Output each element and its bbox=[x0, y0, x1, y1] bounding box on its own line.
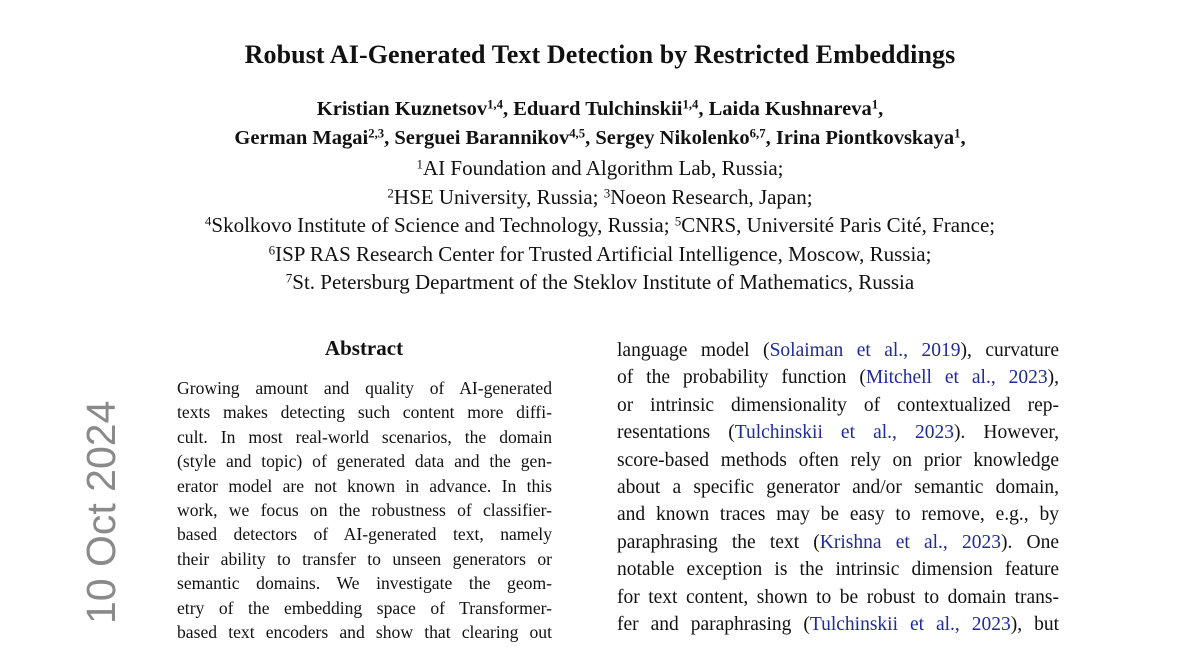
body-text: ). One bbox=[1000, 531, 1060, 553]
affiliation-number: 5 bbox=[674, 213, 682, 229]
affiliation-text: Skolkovo Institute of Science and Technology, Russia; bbox=[211, 213, 675, 237]
author-separator: , bbox=[585, 127, 596, 149]
author-name: Sergey Nikolenko bbox=[595, 127, 750, 149]
body-text: or intrinsic dimensionality of contextualized rep- bbox=[617, 394, 1059, 416]
affiliation-line bbox=[0, 268, 1200, 297]
author-line-1 bbox=[0, 95, 1200, 124]
citation-link[interactable]: Tulchinskii et al., 2023 bbox=[809, 613, 1011, 635]
author-list bbox=[0, 95, 1200, 153]
author-affil-mark: 1 bbox=[954, 126, 961, 141]
body-line bbox=[617, 529, 1059, 556]
author-affil-mark: 1 bbox=[871, 97, 879, 112]
abstract-heading: Abstract bbox=[324, 336, 404, 360]
affiliation-text: Noeon Research, Japan; bbox=[610, 184, 813, 209]
citation-link[interactable]: Krishna et al., 2023 bbox=[819, 531, 1001, 553]
author-separator: , bbox=[698, 98, 709, 120]
affiliation-number: 1 bbox=[416, 156, 424, 172]
body-line bbox=[617, 611, 1059, 638]
body-line bbox=[617, 337, 1059, 364]
author-affil-mark: 4,5 bbox=[569, 126, 586, 141]
body-text: ), but bbox=[1010, 613, 1059, 635]
author-affil-mark: 6,7 bbox=[749, 126, 766, 141]
abstract-line: (style and topic) of generated data and the gen- bbox=[177, 451, 552, 472]
abstract-body bbox=[177, 376, 552, 644]
citation-link[interactable]: Tulchinskii et al., 2023 bbox=[734, 422, 954, 444]
abstract-line: etry of the embedding space of Transformer- bbox=[177, 597, 552, 618]
affiliation-line bbox=[0, 154, 1200, 183]
body-line bbox=[617, 364, 1059, 391]
abstract-line: work, we focus on the robustness of classifier- bbox=[177, 499, 552, 520]
affiliation-text: CNRS, Université Paris Cité, France; bbox=[681, 213, 996, 237]
abstract-line: based text encoders and show that clearing out bbox=[177, 621, 552, 642]
affiliation-number: 7 bbox=[285, 270, 293, 286]
abstract-line: texts makes detecting such content more diffi- bbox=[177, 402, 552, 423]
author-separator: , bbox=[384, 127, 395, 149]
body-line bbox=[617, 501, 1059, 528]
body-text: ). However, bbox=[953, 422, 1059, 444]
author-affil-mark: 1,4 bbox=[487, 97, 503, 112]
affiliation-text: ISP RAS Research Center for Trusted Artificial Intelligence, Moscow, Russia; bbox=[275, 241, 932, 266]
affiliation-text: St. Petersburg Department of the Steklov Institute of Mathematics, Russia bbox=[292, 270, 915, 294]
affiliation-number: 4 bbox=[204, 213, 212, 229]
affiliation-line bbox=[0, 183, 1200, 212]
author-affil-mark: 2,3 bbox=[368, 126, 385, 141]
abstract-line: cult. In most real-world scenarios, the domain bbox=[177, 426, 552, 447]
affiliation-text: HSE University, Russia; bbox=[393, 184, 604, 209]
affiliation-number: 6 bbox=[268, 242, 276, 257]
abstract-line: erator model are not known in advance. In this bbox=[177, 475, 552, 496]
author-name: Eduard Tulchinskii bbox=[513, 98, 683, 120]
affiliation-line bbox=[0, 240, 1200, 269]
intro-column bbox=[617, 337, 1059, 638]
author-name: German Magai bbox=[234, 127, 369, 149]
body-text: resentations ( bbox=[617, 422, 735, 444]
body-text: fer and paraphrasing ( bbox=[617, 613, 810, 635]
author-line-2 bbox=[0, 124, 1200, 153]
body-line bbox=[617, 474, 1059, 501]
body-text: language model ( bbox=[617, 340, 770, 361]
author-name: Laida Kushnareva bbox=[708, 98, 872, 120]
author-affil-mark: 1,4 bbox=[682, 97, 699, 112]
body-line bbox=[617, 447, 1059, 474]
arxiv-date-stamp bbox=[26, 400, 124, 628]
abstract-line: semantic domains. We investigate the geom- bbox=[177, 573, 552, 594]
body-text: for text content, shown to be robust to domain trans- bbox=[617, 586, 1059, 608]
author-name: Serguei Barannikov bbox=[394, 127, 570, 149]
body-text: ), bbox=[1047, 367, 1059, 389]
body-text: score-based methods often rely on prior knowledge bbox=[617, 449, 1059, 471]
body-text: about a specific generator and/or semantic domain, bbox=[617, 476, 1059, 498]
author-separator: , bbox=[960, 127, 966, 149]
author-separator: , bbox=[502, 98, 514, 120]
citation-link[interactable]: Mitchell et al., 2023 bbox=[865, 367, 1048, 389]
affiliation-number: 3 bbox=[603, 185, 611, 200]
body-text: ), curvature bbox=[960, 340, 1059, 361]
affiliation-text: AI Foundation and Algorithm Lab, Russia; bbox=[423, 156, 784, 180]
author-name: Kristian Kuznetsov bbox=[316, 98, 488, 120]
affiliation-list bbox=[0, 154, 1200, 297]
arxiv-date-text: 10 Oct 2024 bbox=[78, 400, 124, 624]
body-text: and known traces may be easy to remove, e.g., by bbox=[617, 504, 1059, 526]
abstract-line: based detectors of AI-generated text, namely bbox=[177, 524, 552, 545]
body-line bbox=[617, 556, 1059, 583]
abstract-line: their ability to transfer to unseen generators or bbox=[177, 548, 552, 569]
citation-link[interactable]: Solaiman et al., 2019 bbox=[769, 340, 961, 361]
author-separator: , bbox=[765, 127, 776, 149]
body-line bbox=[617, 419, 1059, 446]
author-separator: , bbox=[878, 98, 884, 120]
affiliation-number: 2 bbox=[387, 185, 394, 200]
paper-title: Robust AI-Generated Text Detection by Restricted Embeddings bbox=[244, 40, 956, 69]
body-line bbox=[617, 392, 1059, 419]
body-text: notable exception is the intrinsic dimension feature bbox=[617, 559, 1059, 581]
abstract-line: Growing amount and quality of AI-generated bbox=[177, 378, 552, 398]
author-name: Irina Piontkovskaya bbox=[775, 127, 955, 149]
body-line bbox=[617, 584, 1059, 611]
affiliation-line bbox=[0, 211, 1200, 240]
body-text: paraphrasing the text ( bbox=[617, 531, 820, 553]
body-text: of the probability function ( bbox=[617, 367, 866, 389]
